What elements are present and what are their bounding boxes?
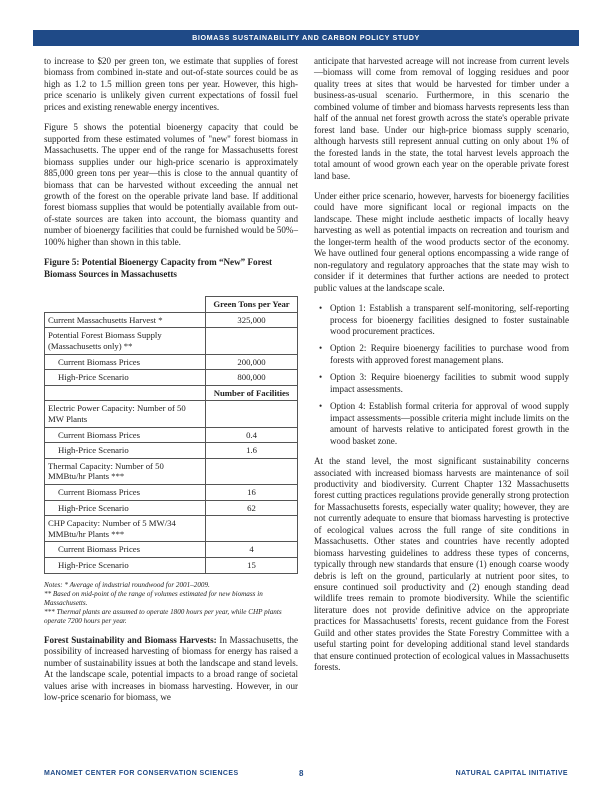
column-header: Number of Facilities [206, 385, 298, 401]
cell-value: 1.6 [206, 443, 298, 459]
table-row [45, 557, 298, 573]
row-label: Thermal Capacity: Number of 50 MMBtu/hr Plants *** [45, 458, 206, 484]
table-row [45, 458, 298, 484]
row-label: CHP Capacity: Number of 5 MW/34 MMBtu/hr Plants *** [45, 516, 206, 542]
row-label: High-Price Scenario [45, 500, 206, 516]
note: Notes: * Average of industrial roundwood for 2001–2009. [44, 580, 210, 589]
figure-title: Figure 5: Potential Bioenergy Capacity from “New” Forest Biomass Sources in Massachusetts [44, 257, 273, 279]
option-text: Option 3: Require bioenergy facilities to submit wood supply impact assessments. [330, 372, 569, 394]
note: ** Based on mid-point of the range of volumes estimated for new biomass in Massachusetts. [44, 589, 263, 607]
table-row [45, 516, 298, 542]
table-row [45, 354, 298, 370]
cell-value: 0.4 [206, 427, 298, 443]
table-row [45, 427, 298, 443]
page-number: 8 [299, 769, 304, 778]
bioenergy-capacity-table [44, 296, 298, 573]
row-label: Current Biomass Prices [45, 354, 206, 370]
table-row [45, 328, 298, 354]
list-item [314, 401, 569, 447]
table-row [45, 385, 298, 401]
table-row [45, 443, 298, 459]
paragraph [44, 635, 298, 704]
row-label: High-Price Scenario [45, 557, 206, 573]
table-cell [206, 328, 298, 354]
row-label: Current Biomass Prices [45, 484, 206, 500]
row-label: High-Price Scenario [45, 370, 206, 386]
table-row [45, 542, 298, 558]
option-text: Option 1: Establish a transparent self-monitoring, self-reporting process for bioenergy facilities designed to foster sustainable wood procurement practices. [330, 303, 569, 336]
cell-value: 325,000 [206, 312, 298, 328]
section-text: In Massachusetts, the possibility of increased harvesting of biomass for energy has raised a number of sustainability issues at both the landscape and stand levels. At the landscape scale, potential impacts to a broad range of societal values arise with increases in biomass harvesting. However, in our low-price scenario for biomass, we [44, 635, 298, 703]
bullet-icon: • [319, 343, 323, 354]
row-label: Current Biomass Prices [45, 542, 206, 558]
table-notes [44, 581, 298, 626]
row-label: Electric Power Capacity: Number of 50 MW Plants [45, 401, 206, 427]
bullet-icon: • [319, 303, 323, 314]
column-header: Green Tons per Year [206, 297, 298, 313]
section-lead: Forest Sustainability and Biomass Harvests: [44, 635, 217, 645]
table-row [45, 297, 298, 313]
paragraph: At the stand level, the most significant sustainability concerns associated with increased biomass harvests are maintenance of soil productivity and biodiversity. Current Chapter 132 Massachusetts forest cutting practices regulations provide generally strong protection for Massachusetts forests, especially water quality; however, they are not currently adequate to ensure that biomass harvesting is protective of ecological values across the full range of site conditions in Massachusetts. Other states and countries have recently adopted biomass harvesting guidelines to address these types of concerns, typically through new standards that ensure (1) enough coarse woody debris is left on the ground, particularly at nutrient poor sites, to ensure continued soil productivity and (2) enough standing dead wildlife trees remain to promote biodiversity. While the scientific literature does not provide definitive advice on the appropriate practices for Massachusetts' forests, recent guidance from the Forest Guild and other states provides the State Forestry Committee with a useful starting point for developing additional stand level standards that ensure continued protection of ecological values in Massachusetts forests. [314, 456, 569, 673]
table-row [45, 484, 298, 500]
left-column [44, 56, 298, 704]
paragraph: to increase to $20 per green ton, we estimate that supplies of forest biomass from combined in-state and out-of-state sources could be as high as 1.2 to 1.5 million green tons per year. However, this high-price scenario is unlikely given current expectations of fossil fuel prices and existing renewable energy incentives. [44, 56, 298, 112]
row-label: High-Price Scenario [45, 443, 206, 459]
option-text: Option 4: Establish formal criteria for approval of wood supply impact assessments—possible criteria might include limits on the amount of harvests relative to anticipated forest growth in the wood basket zone. [330, 401, 569, 446]
row-label: Potential Forest Biomass Supply (Massachusetts only) ** [45, 328, 206, 354]
cell-value: 200,000 [206, 354, 298, 370]
table-cell [206, 458, 298, 484]
table-row [45, 401, 298, 427]
cell-value: 4 [206, 542, 298, 558]
paragraph: Under either price scenario, however, harvests for bioenergy facilities could have more significant local or regional impacts on the landscape. These might include aesthetic impacts of locally heavy harvesting as well as potential impacts on recreation and tourism and the longer-term health of the wood products sector of the economy. We have outlined four general options encompassing a wide range of non-regulatory and regulatory approaches that the state may wish to consider if it determines that further actions are needed to protect public values at the landscape scale. [314, 190, 569, 293]
cell-value: 16 [206, 484, 298, 500]
table-cell [45, 297, 206, 313]
footer-left: MANOMET CENTER FOR CONSERVATION SCIENCES [44, 770, 239, 777]
cell-value: 15 [206, 557, 298, 573]
table-row [45, 500, 298, 516]
footer-right: NATURAL CAPITAL INITIATIVE [455, 770, 568, 777]
option-text: Option 2: Require bioenergy facilities to purchase wood from forests with approved forest management plans. [330, 343, 569, 365]
table-row [45, 312, 298, 328]
list-item [314, 343, 569, 366]
table-cell [206, 516, 298, 542]
list-item [314, 303, 569, 337]
bullet-icon: • [319, 401, 323, 412]
cell-value: 800,000 [206, 370, 298, 386]
paragraph: Figure 5 shows the potential bioenergy capacity that could be supported from these estimated volumes of "new" forest biomass in Massachusetts. The upper end of the range for Massachusetts forest biomass supplies under our high-price scenario is approximately 885,000 green tons per year—this is close to the annual quantity of biomass that can be harvested without exceeding the annual net growth of the forest on the operable private land base. If additional forest biomass supplies that would be potentially available from out-of-state sources are taken into account, the biomass quantity and number of bioenergy facilities that could be furnished would be 50%–100% higher than shown in this table. [44, 122, 298, 247]
running-header: BIOMASS SUSTAINABILITY AND CARBON POLICY STUDY [33, 30, 579, 46]
note: *** Thermal plants are assumed to operate 1800 hours per year, while CHP plants operate 7200 hours per year. [44, 607, 282, 625]
bullet-icon: • [319, 372, 323, 383]
paragraph: anticipate that harvested acreage will not increase from current levels—biomass will come from removal of logging residues and poor quality trees at sites that would be harvested for timber under a business-as-usual scenario. Furthermore, in this scenario the combined volume of timber and biomass harvests represents less than half of the annual net forest growth across the state's operable private forest land base. Under our high-price biomass supply scenario, although harvests still represent annual cutting on only about 1% of the forested lands in the state, the total harvest levels approach the total amount of wood grown each year on the operable private forest land base. [314, 56, 569, 181]
table-cell [206, 401, 298, 427]
options-list [314, 303, 569, 447]
row-label: Current Biomass Prices [45, 427, 206, 443]
table-row [45, 370, 298, 386]
table-cell [45, 385, 206, 401]
list-item [314, 372, 569, 395]
cell-value: 62 [206, 500, 298, 516]
row-label: Current Massachusetts Harvest * [45, 312, 206, 328]
right-column [314, 56, 569, 683]
